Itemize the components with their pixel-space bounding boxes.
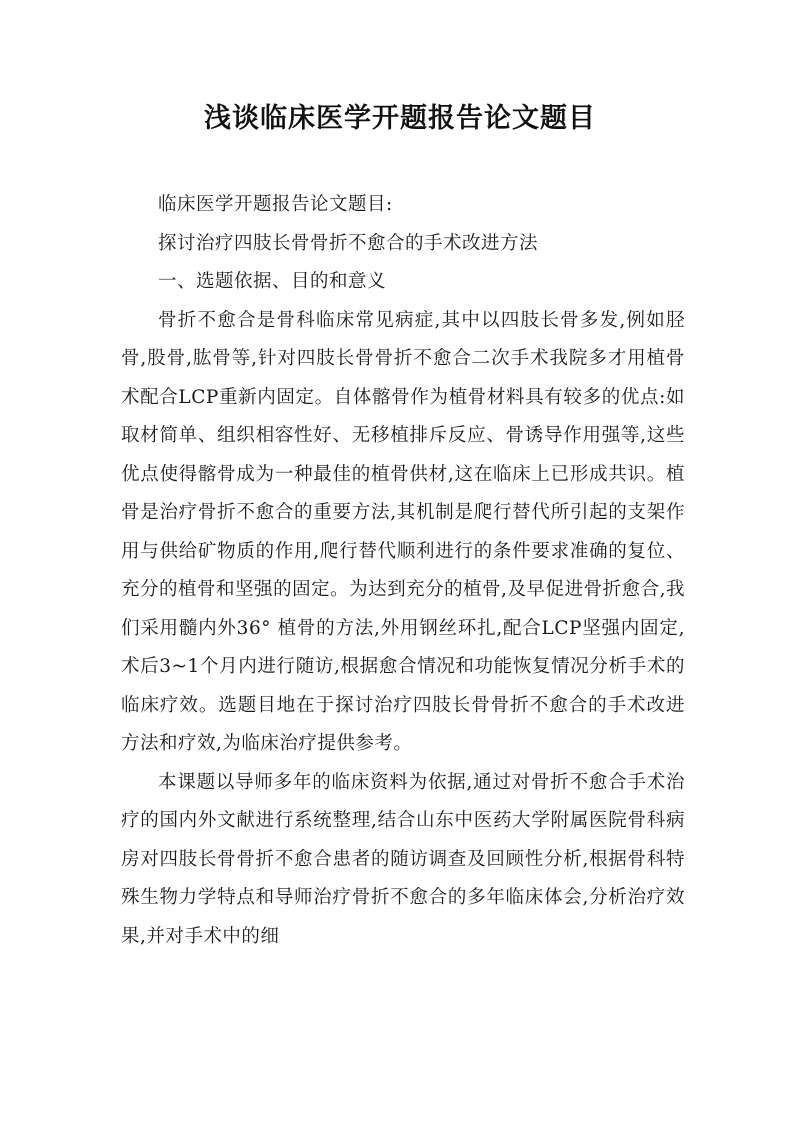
paragraph-thesis-label: 临床医学开题报告论文题目: [158,194,393,215]
paragraph-thesis-title: 探讨治疗四肢长骨骨折不愈合的手术改进方法 [158,232,539,254]
document-body [121,186,685,956]
paragraph-background: 骨折不愈合是骨科临床常见病症,其中以四肢长骨多发,例如胫骨,股骨,肱骨等,针对四肢长骨骨折不愈合二次手术我院多才用植骨术配合LCP重新内固定。自体髂骨作为植骨材料具有较多的优点:如取材简单、组织相容性好、无移植排斥反应、骨诱导作用强等,这些优点使得髂骨成为一种最佳的植骨供材,这在临床上已形成共识。植骨是治疗骨折不愈合的重要方法,其机制是爬行替代所引起的支架作用与供给矿物质的作用,爬行替代顺利进行的条件要求准确的复位、充分的植骨和坚强的固定。为达到充分的植骨,及早促进骨折愈合,我们采用髓内外36° 植骨的方法,外用钢丝环扎,配合LCP坚强内固定,术后3~1个月内进行随访,根据愈合情况和功能恢复情况分析手术的临床疗效。选题目地在于探讨治疗四肢长骨骨折不愈合的手术改进方法和疗效,为临床治疗提供参考。 [121,309,685,754]
document-title: 浅谈临床医学开题报告论文题目 [204,103,596,134]
section-heading: 一、选题依据、目的和意义 [158,271,387,292]
paragraph-research-basis: 本课题以导师多年的临床资料为依据,通过对骨折不愈合手术治疗的国内外文献进行系统整理,结合山东中医药大学附属医院骨科病房对四肢长骨骨折不愈合患者的随访调查及回顾性分析,根据骨科特殊生物力学特点和导师治疗骨折不愈合的多年临床体会,分析治疗效果,并对手术中的细 [121,771,685,947]
